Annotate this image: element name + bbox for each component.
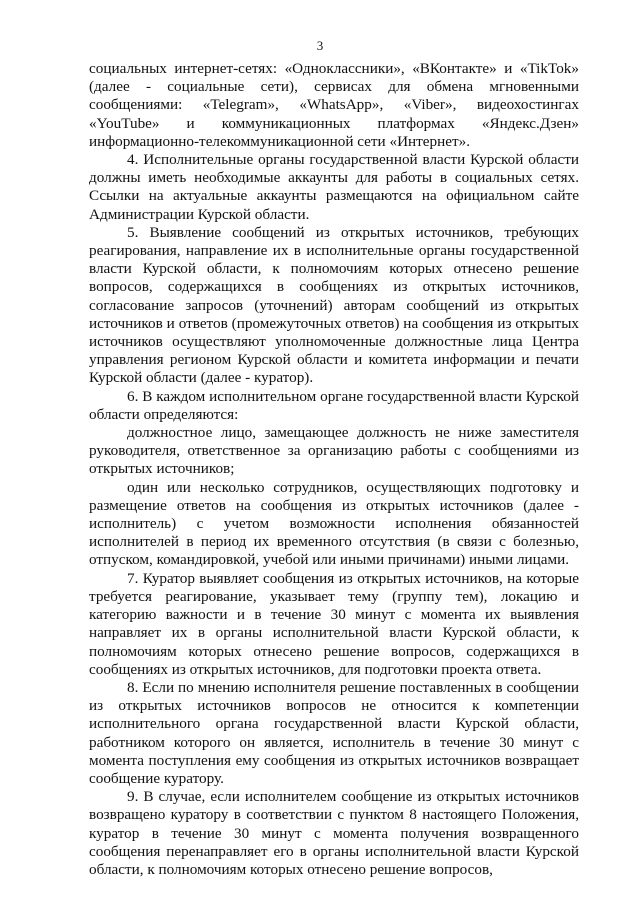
paragraph-7: 7. Куратор выявляет сообщения из открытых источников, на которые требуется реагирование, указывает тему (группу тем), локацию и категорию важности и в течение 30 минут с момента их выявления направляет их в органы исполнительной власти Курской области, к полномочиям которых отнесено решение вопросов, содержащихся в сообщениях из открытых источников, для подготовки проекта ответа.	[89, 569, 579, 678]
paragraph-6-item-official: должностное лицо, замещающее должность не ниже заместителя руководителя, ответственное за организацию работы с сообщениями из открытых источников;	[89, 424, 579, 478]
paragraph-9: 9. В случае, если исполнителем сообщение из открытых источников возвращено куратору в соответствии с пунктом 8 настоящего Положения, куратор в течение 30 минут с момента получения возвращенного сообщения перенаправляет его в органы исполнительной власти Курской области, к полномочиям которых отнесено решение вопросов,	[89, 788, 579, 878]
paragraph-4: 4. Исполнительные органы государственной власти Курской области должны иметь необходимые аккаунты для работы в социальных сетях. Ссылки на актуальные аккаунты размещаются на официальном сайте Администрации Курской области.	[89, 151, 579, 223]
paragraph-5: 5. Выявление сообщений из открытых источников, требующих реагирования, направление их в исполнительные органы государственной власти Курской области, к полномочиям которых отнесено решение вопросов, содержащихся в сообщениях из открытых источников, согласование запросов (уточнений) авторам сообщений из открытых источников и ответов (промежуточных ответов) на сообщения из открытых источников осуществляют уполномоченные должностные лица Центра управления регионом Курской области и комитета информации и печати Курской области (далее - куратор).	[89, 223, 579, 387]
paragraph-6-item-staff: один или несколько сотрудников, осуществляющих подготовку и размещение ответов на сообщения из открытых источников (далее - исполнитель) с учетом возможности исполнения обязанностей исполнителей в период их временного отсутствия (в связи с болезнью, отпуском, командировкой, учебой или иными причинами) иными лицами.	[89, 478, 579, 569]
paragraph-6: 6. В каждом исполнительном органе государственной власти Курской области определяются:	[89, 387, 579, 423]
page-number: 3	[316, 38, 324, 53]
paragraph-8: 8. Если по мнению исполнителя решение поставленных в сообщении из открытых источников вопросов не относится к компетенции исполнительного органа государственной власти Курской области, работником которого он является, исполнитель в течение 30 минут с момента поступления ему сообщения из открытых источников возвращает сообщение куратору.	[89, 678, 579, 787]
paragraph-continuation: социальных интернет-сетях: «Одноклассники», «ВКонтакте» и «TikTok» (далее - социальные сети), сервисах для обмена мгновенными сообщениями: «Telegram», «WhatsApp», «Viber», видеохостингах «YouTube» и коммуникационных платформах «Яндекс.Дзен» информационно-телекоммуникационной сети «Интернет».	[89, 60, 579, 150]
document-body	[89, 60, 579, 879]
